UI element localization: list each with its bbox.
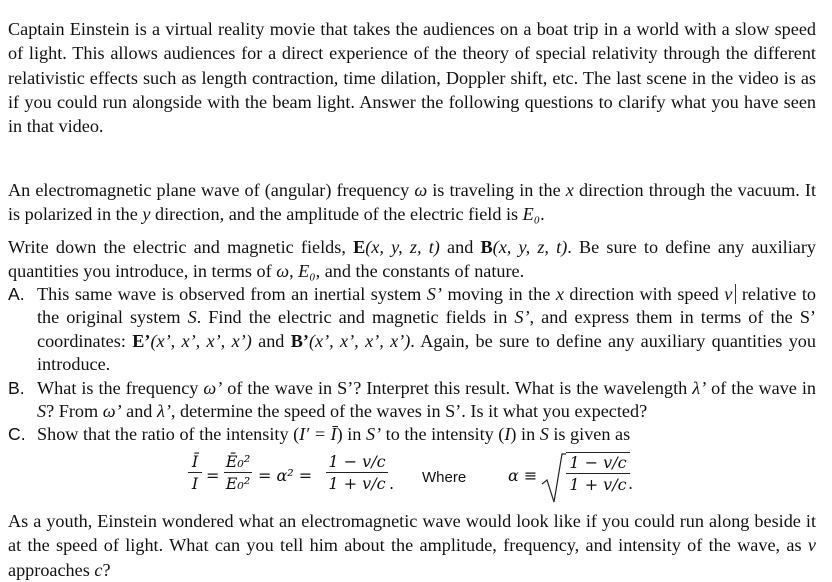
- frame-symbol: S: [37, 401, 47, 422]
- e0-symbol: E₀: [522, 204, 541, 225]
- intensity-ratio-equation: [0, 452, 832, 510]
- alpha-squared-equals: = α² =: [258, 466, 313, 485]
- question-c: [8, 423, 816, 446]
- ratio-fraction: [188, 452, 202, 493]
- question-marker: C.: [8, 424, 26, 445]
- outro-text: [8, 509, 816, 582]
- b-prime-args: (x’, x’, x’, x’): [308, 330, 411, 351]
- text-run: ,: [289, 261, 299, 282]
- e0-symbol: E₀: [298, 261, 316, 282]
- task-text: [8, 235, 816, 284]
- question-marker: B.: [8, 377, 25, 398]
- omega-prime-symbol: ω’: [102, 401, 122, 422]
- e-args: (x, y, z, t): [365, 237, 440, 257]
- text-run: ) in: [510, 424, 540, 445]
- lambda-prime-symbol: λ’: [692, 377, 707, 398]
- text-run: . Find the electric and magnetic fields in: [196, 307, 515, 328]
- text-run: to the intensity (: [381, 424, 505, 445]
- e-prime-args: (x’, x’, x’, x’): [150, 330, 252, 351]
- intro-text: Captain Einstein is a virtual reality movie that takes the audiences on a boat trip in a world with a slow speed of light. This allows audiences for a direct experience of the theory of special relativity through the different relativistic effects such as length contraction, time dilation, Doppler shift, etc. The last scene in the video is as if you could run alongside with the beam light. Answer the following questions to clarify what you have seen in that video.: [8, 19, 816, 137]
- text-run: , and express them in terms of the S’ coordinates:: [37, 307, 816, 351]
- where-label: Where: [422, 469, 467, 486]
- question-list: [8, 283, 816, 447]
- b-field-symbol: B: [480, 237, 493, 257]
- numerator: Ē₀²: [225, 452, 251, 471]
- wave-paragraph: [8, 178, 816, 227]
- text-run: , and the constants of nature.: [315, 261, 525, 282]
- field-ratio-fraction: [224, 452, 252, 493]
- frame-symbol: S’: [365, 424, 382, 445]
- question-marker: A.: [8, 284, 25, 304]
- period: .: [628, 474, 634, 493]
- task-paragraph: [8, 235, 816, 284]
- omega-prime-symbol: ω’: [203, 377, 223, 398]
- sqrt-sign: [540, 452, 566, 506]
- equals-sign: =: [206, 466, 220, 485]
- text-run: is traveling in the: [427, 180, 566, 200]
- e-field-symbol: E: [353, 237, 366, 257]
- text-run: An electromagnetic plane wave of (angular) frequency: [8, 180, 415, 200]
- text-run: and: [439, 237, 481, 257]
- b-args: (x, y, z, t): [492, 237, 568, 257]
- outro-paragraph: [8, 509, 816, 582]
- text-run: approaches: [8, 559, 95, 580]
- doppler-fraction: [326, 452, 388, 493]
- text-run: , determine the speed of the waves in S’. Is it what you expected?: [170, 401, 648, 422]
- v-symbol: v: [807, 535, 816, 556]
- c-symbol: c: [94, 559, 103, 580]
- text-run: Write down the electric and magnetic fields,: [8, 237, 354, 257]
- numerator: Ī: [191, 452, 199, 471]
- text-run: .: [540, 204, 545, 225]
- frame-symbol: S’: [426, 284, 442, 304]
- text-run: direction through the vacuum. It is polarized in the: [8, 180, 817, 225]
- v-symbol: v: [724, 284, 733, 304]
- intro-paragraph: [8, 17, 816, 138]
- lambda-prime-symbol: λ’: [156, 401, 171, 422]
- b-prime-symbol: B’: [290, 330, 309, 351]
- text-run: and: [121, 401, 157, 422]
- text-run: ) in: [336, 424, 366, 445]
- x-symbol: x: [555, 284, 564, 304]
- y-symbol: y: [142, 204, 151, 225]
- question-b: [8, 377, 816, 424]
- denominator: 1 + v/c: [328, 474, 386, 493]
- numerator: 1 − v/c: [328, 452, 386, 471]
- x-symbol: x: [565, 180, 574, 200]
- frame-symbol: S’: [514, 307, 530, 328]
- intensity-symbol: I: [504, 424, 511, 445]
- text-run: direction with speed: [563, 284, 725, 304]
- frame-symbol: S: [539, 424, 549, 445]
- period: .: [389, 474, 395, 493]
- text-run: As a youth, Einstein wondered what an electromagnetic wave would look like if you could run along beside it at the speed of light. What can you tell him about the amplitude, frequency, and intensity of the wave, as: [8, 511, 816, 556]
- text-run: is given as: [548, 424, 631, 445]
- text-run: This same wave is observed from an inertial system: [37, 284, 427, 304]
- e-prime-symbol: E’: [132, 330, 151, 351]
- denominator: I: [191, 474, 199, 493]
- text-run: direction, and the amplitude of the electric field is: [150, 204, 523, 225]
- numerator: 1 − v/c: [569, 453, 627, 472]
- intensity-prime-symbol: I′ = Ī: [299, 424, 337, 445]
- denominator: 1 + v/c: [569, 475, 627, 494]
- alpha-definition: α ≡: [508, 466, 538, 485]
- text-run: relative to the original system: [37, 284, 816, 328]
- question-a: [8, 283, 816, 377]
- text-run: . Be sure to define any auxiliary quantities you introduce, in terms of: [8, 237, 816, 282]
- text-run: ?: [102, 559, 111, 580]
- omega-symbol: ω: [276, 261, 290, 282]
- text-run: . Again, be sure to define any auxiliary quantities you introduce.: [37, 330, 816, 375]
- text-run: moving in the: [441, 284, 556, 304]
- text-run: What is the frequency: [37, 377, 204, 398]
- text-run: ? From: [46, 401, 103, 422]
- text-run: Show that the ratio of the intensity (: [37, 424, 300, 445]
- text-run: and: [251, 330, 291, 351]
- wave-text: [8, 178, 816, 227]
- frame-symbol: S: [187, 307, 197, 328]
- sqrt-fraction: [566, 452, 630, 494]
- denominator: E₀²: [225, 474, 251, 493]
- omega-symbol: ω: [414, 180, 428, 200]
- text-run: of the wave in: [706, 377, 816, 398]
- text-run: of the wave in S’? Interpret this result. What is the wavelength: [222, 377, 693, 398]
